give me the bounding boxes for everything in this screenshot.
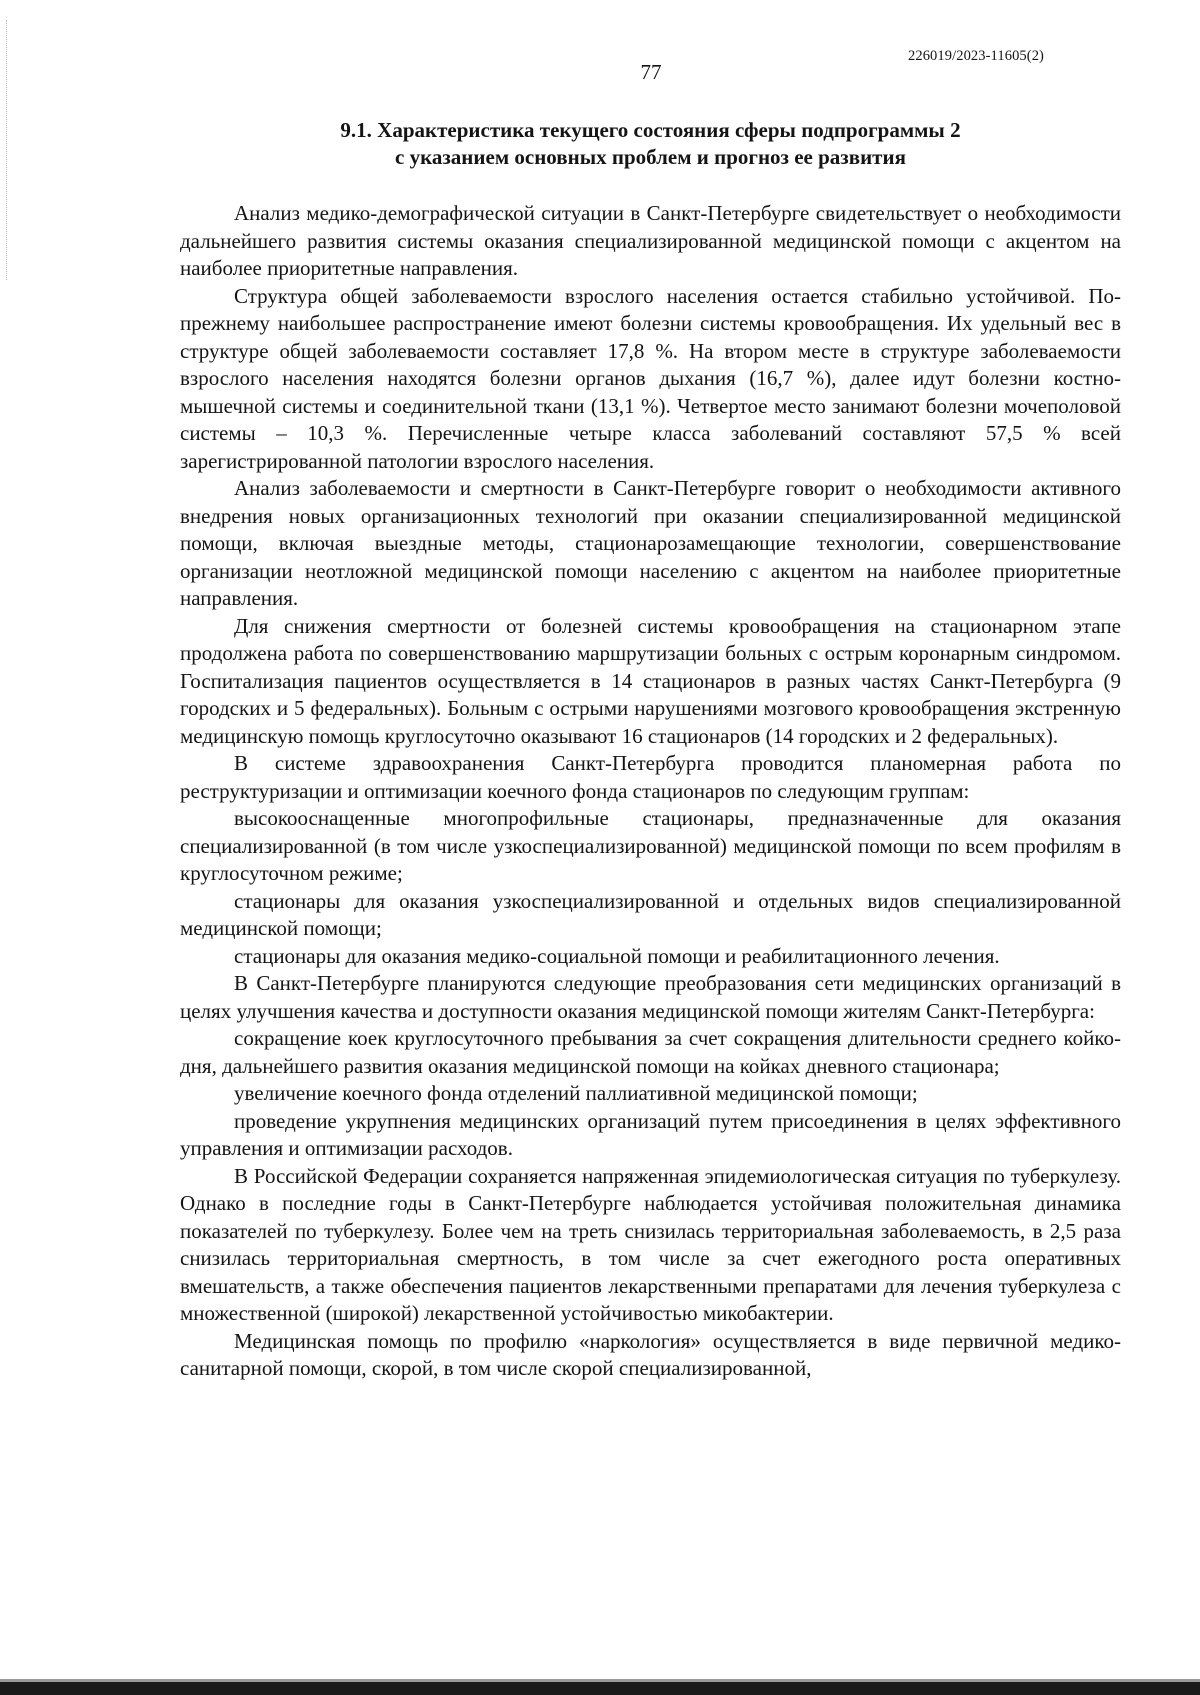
paragraph: В системе здравоохранения Санкт-Петербурга проводится планомерная работа по реструктуризации и оптимизации коечного фонда стационаров по следующим группам: [180, 751, 1121, 803]
page-number: 77 [640, 60, 662, 84]
scan-edge-marks [6, 20, 13, 280]
paragraph: Медицинская помощь по профилю «наркология» осуществляется в виде первичной медико-санитарной помощи, скорой, в том числе скорой специализированной, [180, 1328, 1121, 1380]
list-item: сокращение коек круглосуточного пребывания за счет сокращения длительности среднего койко-дня, дальнейшего развития оказания медицинской помощи на койках дневного стационара; [180, 1026, 1121, 1078]
paragraph: В Санкт-Петербурге планируются следующие преобразования сети медицинских организаций в целях улучшения качества и доступности оказания медицинской помощи жителям Санкт-Петербурга: [180, 971, 1121, 1023]
paragraph: Анализ медико-демографической ситуации в Санкт-Петербурге свидетельствует о необходимости дальнейшего развития системы оказания специализированной медицинской помощи с акцентом на наиболее приоритетные направления. [180, 201, 1121, 280]
section-title-line-1: 9.1. Характеристика текущего состояния сферы подпрограммы 2 [340, 118, 961, 142]
section-title-line-2: с указанием основных проблем и прогноз ее развития [395, 145, 906, 169]
body-text [180, 200, 1121, 1383]
paragraph: Для снижения смертности от болезней системы кровообращения на стационарном этапе продолжена работа по совершенствованию маршрутизации больных с острым коронарным синдромом. Госпитализация пациентов осуществляется в 14 стационаров в разных частях Санкт-Петербурга (9 городских и 5 федеральных). Больным с острыми нарушениями мозгового кровообращения экстренную медицинскую помощь круглосуточно оказывают 16 стационаров (14 городских и 2 федеральных). [180, 613, 1121, 748]
document-number: 226019/2023-11605(2) [908, 48, 1044, 64]
paragraph: Структура общей заболеваемости взрослого населения остается стабильно устойчивой. По-прежнему наибольшее распространение имеют болезни системы кровообращения. Их удельный вес в структуре общей заболеваемости составляет 17,8 %. На втором месте в структуре заболеваемости взрослого населения находятся болезни органов дыхания (16,7 %), далее идут болезни костно-мышечной системы и соединительной ткани (13,1 %). Четвертое место занимают болезни мочеполовой системы – 10,3 %. Перечисленные четыре класса заболеваний составляют 57,5 % всей зарегистрированной патологии взрослого населения. [180, 283, 1121, 473]
paragraph: Анализ заболеваемости и смертности в Санкт-Петербурге говорит о необходимости активного внедрения новых организационных технологий при оказании специализированной медицинской помощи, включая выездные методы, стационарозамещающие технологии, совершенствование организации неотложной медицинской помощи населению с акцентом на наиболее приоритетные направления. [180, 476, 1121, 610]
list-item: стационары для оказания узкоспециализированной и отдельных видов специализированной медицинской помощи; [180, 888, 1121, 940]
list-item: стационары для оказания медико-социальной помощи и реабилитационного лечения. [234, 943, 1000, 968]
scan-bottom-edge [0, 1682, 1200, 1695]
paragraph: В Российской Федерации сохраняется напряженная эпидемиологическая ситуация по туберкулезу. Однако в последние годы в Санкт-Петербурге наблюдается устойчивая положительная динамика показателей по туберкулезу. Более чем на треть снизилась территориальная заболеваемость, в 2,5 раза снизилась территориальная смертность, в том числе за счет ежегодного роста оперативных вмешательств, а также обеспечения пациентов лекарственными препаратами для лечения туберкулеза с множественной (широкой) лекарственной устойчивостью микобактерии. [180, 1163, 1121, 1325]
list-item: высокооснащенные многопрофильные стационары, предназначенные для оказания специализированной (в том числе узкоспециализированной) медицинской помощи по всем профилям в круглосуточном режиме; [180, 806, 1121, 885]
list-item: увеличение коечного фонда отделений паллиативной медицинской помощи; [234, 1081, 918, 1105]
section-title [180, 117, 1121, 171]
list-item: проведение укрупнения медицинских организаций путем присоединения в целях эффективного управления и оптимизации расходов. [180, 1108, 1121, 1160]
